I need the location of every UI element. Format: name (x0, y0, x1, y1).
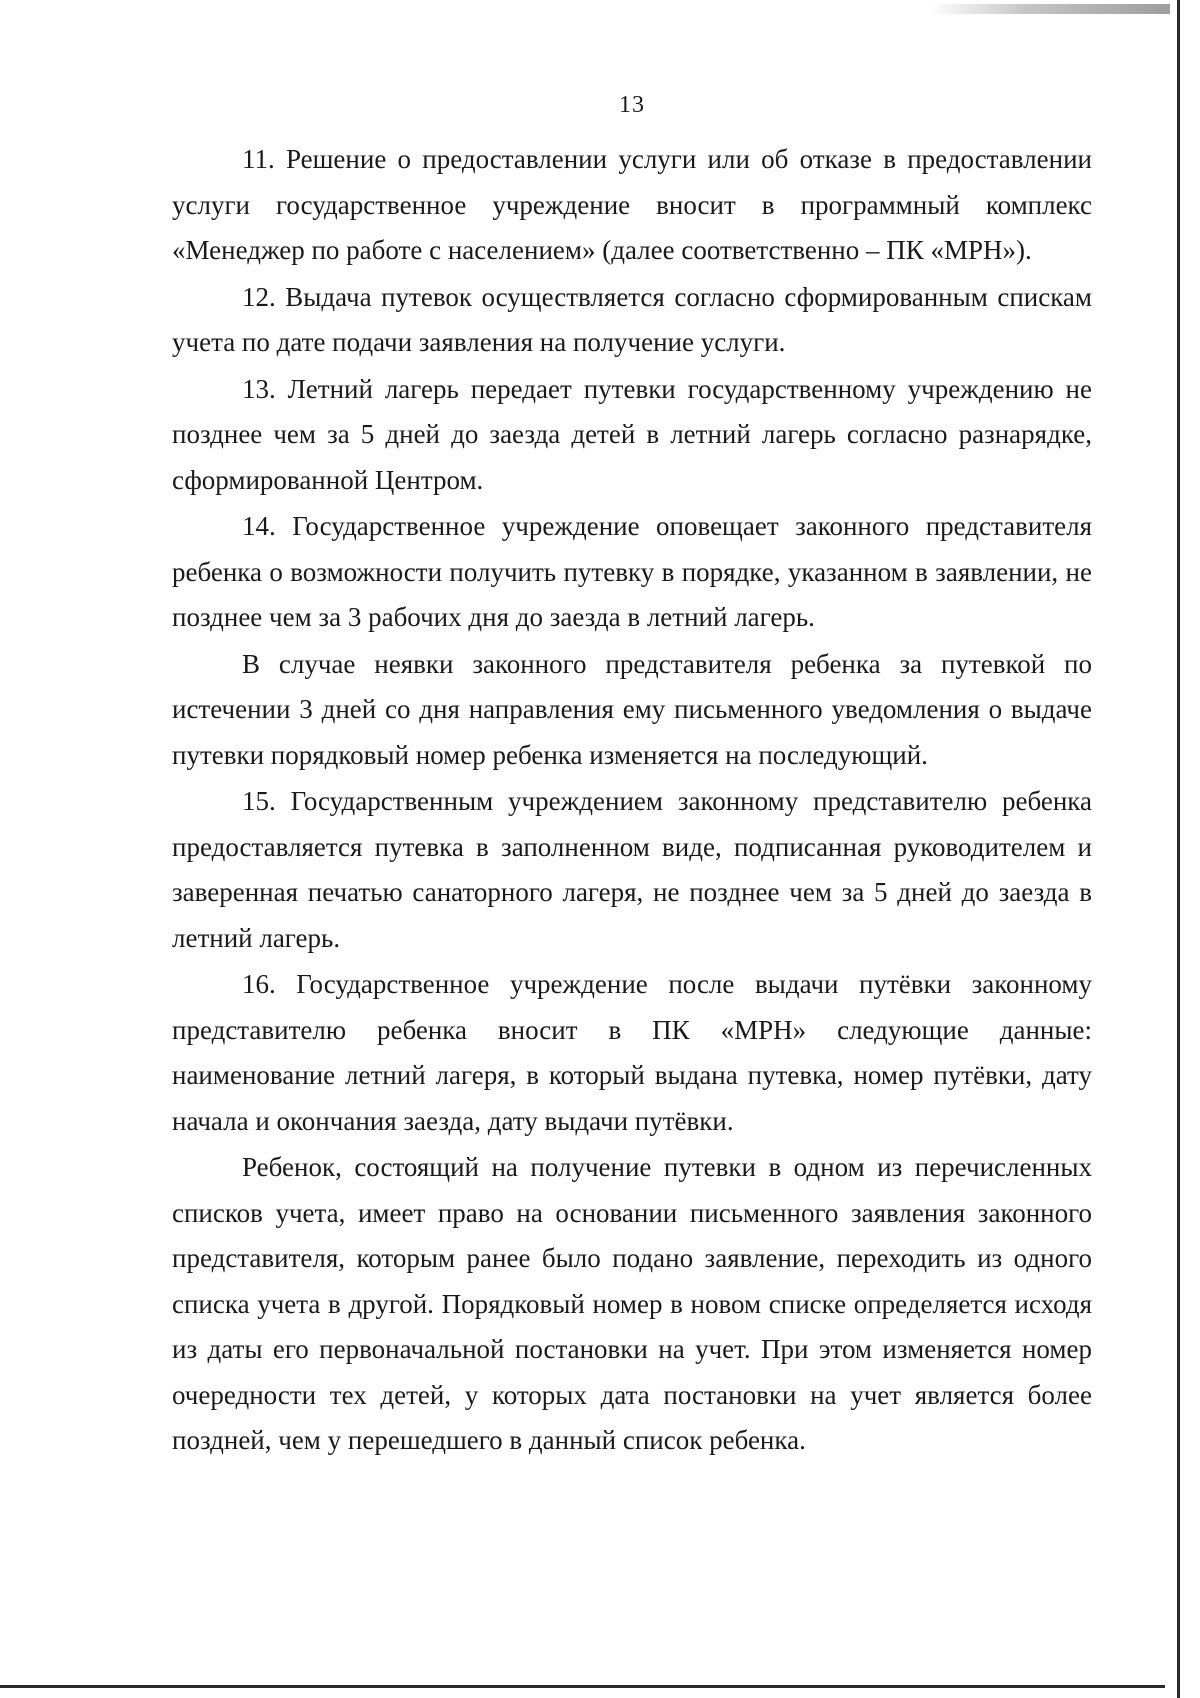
paragraph-14: 14. Государственное учреждение оповещает законного представителя ребенка о возможности получить путевку в порядке, указанном в заявлении, не позднее чем за 3 рабочих дня до заезда в летний лагерь. (172, 511, 1092, 632)
paragraph-13: 13. Летний лагерь передает путевки государственному учреждению не позднее чем за 5 дней до заезда детей в летний лагерь согласно разнарядке, сформированной Центром. (172, 373, 1092, 495)
paragraph-16-note: Ребенок, состоящий на получение путевки в одном из перечисленных списков учета, имеет право на основании письменного заявления законного представителя, которым ранее было подано заявление, переходить из одного списка учета в другой. Порядковый номер в новом списке определяется исходя из даты его первоначальной постановки на учет. При этом изменяется номер очередности тех детей, у которых дата постановки на учет является более поздней, чем у перешедшего в данный список ребенка. (172, 1152, 1092, 1455)
document-body (172, 137, 1092, 1465)
paragraph-11: 11. Решение о предоставлении услуги или об отказе в предоставлении услуги государственное учреждение вносит в программный комплекс «Менеджер по работе с населением» (далее соответственно – ПК «МРН»). (172, 144, 1092, 265)
scan-edge-bottom (0, 1685, 1165, 1688)
paragraph-16: 16. Государственное учреждение после выдачи путёвки законному представителю ребенка вносит в ПК «МРН» следующие данные: наименование летний лагеря, в который выдана путевка, номер путёвки, дату начала и окончания заезда, дату выдачи путёвки. (172, 969, 1092, 1136)
paragraph-14-note: В случае неявки законного представителя ребенка за путевкой по истечении 3 дней со дня направления ему письменного уведомления о выдаче путевки порядковый номер ребенка изменяется на последующий. (172, 648, 1092, 770)
scan-edge-right (1177, 0, 1180, 1698)
paragraph-12: 12. Выдача путевок осуществляется согласно сформированным спискам учета по дате подачи заявления на получение услуги. (172, 281, 1092, 357)
paragraph-15: 15. Государственным учреждением законному представителю ребенка предоставляется путевка в заполненном виде, подписанная руководителем и заверенная печатью санаторного лагеря, не позднее чем за 5 дней до заезда в летний лагерь. (172, 786, 1092, 953)
page-number: 13 (619, 92, 645, 118)
scan-smudge-top (930, 4, 1170, 14)
